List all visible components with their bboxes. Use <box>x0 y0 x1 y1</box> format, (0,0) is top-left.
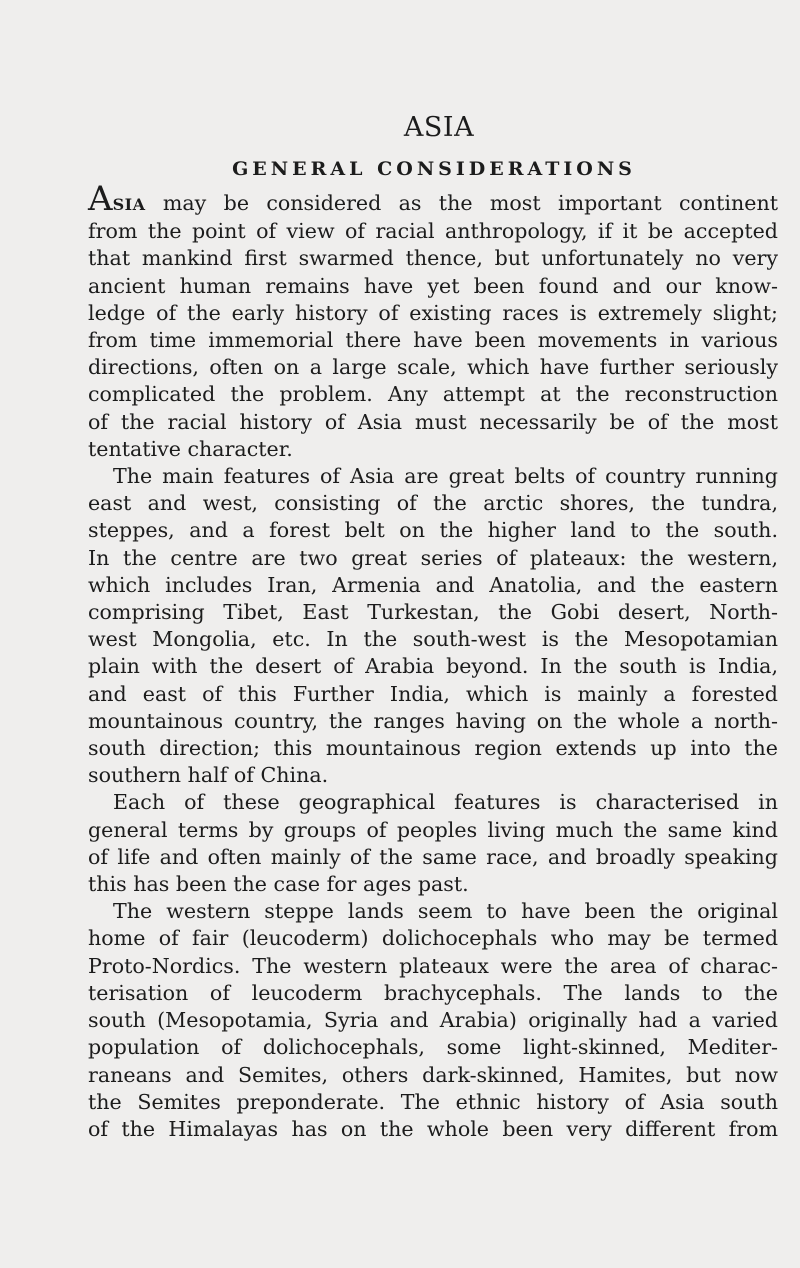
opening-rest: may be considered as the most important continent <box>145 191 778 215</box>
text-line: steppes, and a forest belt on the higher land to the south. <box>88 518 778 543</box>
text-line: raneans and Semites, others dark-skinned, Hamites, but now <box>88 1062 778 1087</box>
text-line: home of fair (leucoderm) dolichocephals who may be termed <box>88 926 778 951</box>
text-line: In the centre are two great series of plateaux: the western, <box>88 545 778 570</box>
text-line: west Mongolia, etc. In the south-west is the Mesopotamian <box>88 627 778 652</box>
text-line: the Semites preponderate. The ethnic history of Asia south <box>88 1089 778 1114</box>
opening-smallcaps: SIA <box>112 195 146 214</box>
text-line: south (Mesopotamia, Syria and Arabia) originally had a varied <box>88 1008 778 1033</box>
text-line: tentative character. <box>88 436 293 461</box>
page-title: ASIA <box>403 112 475 143</box>
text-line: that mankind first swarmed thence, but unfortunately no very <box>88 246 778 271</box>
text-line: this has been the case for ages past. <box>88 872 469 897</box>
text-line: south direction; this mountainous region extends up into the <box>88 736 778 761</box>
text-line: east and west, consisting of the arctic shores, the tundra, <box>88 491 778 516</box>
text-line: mountainous country, the ranges having on the whole a north- <box>88 708 778 733</box>
body-text <box>88 179 778 1143</box>
text-line: terisation of leucoderm brachycephals. The lands to the <box>88 980 778 1005</box>
text-line: The main features of Asia are great belts of country running <box>113 464 778 489</box>
text-line: directions, often on a large scale, which have further seriously <box>88 355 778 380</box>
text-line: plain with the desert of Arabia beyond. In the south is India, <box>88 654 778 679</box>
text-line: comprising Tibet, East Turkestan, the Gobi desert, North- <box>88 600 778 625</box>
text-line: of life and often mainly of the same race, and broadly speaking <box>88 844 778 869</box>
text-line: ledge of the early history of existing races is extremely slight; <box>88 300 778 325</box>
text-line: Proto-Nordics. The western plateaux were the area of charac- <box>88 953 778 978</box>
drop-cap: A <box>88 179 113 219</box>
text-line: of the racial history of Asia must necessarily be of the most <box>88 409 778 434</box>
text-line-opening <box>88 179 778 219</box>
text-line: ancient human remains have yet been found and our know- <box>88 273 778 298</box>
text-line: The western steppe lands seem to have been the original <box>113 899 778 924</box>
text-line: which includes Iran, Armenia and Anatolia, and the eastern <box>88 572 778 597</box>
text-line: population of dolichocephals, some light-skinned, Mediter- <box>88 1035 778 1060</box>
text-line: general terms by groups of peoples living much the same kind <box>88 817 778 842</box>
section-heading: GENERAL CONSIDERATIONS <box>232 158 636 180</box>
text-line: from time immemorial there have been movements in various <box>88 328 778 353</box>
text-line: southern half of China. <box>88 763 329 788</box>
text-line: complicated the problem. Any attempt at the reconstruction <box>88 382 778 407</box>
text-line: and east of this Further India, which is mainly a forested <box>88 681 778 706</box>
text-line: from the point of view of racial anthropology, if it be accepted <box>88 219 778 244</box>
text-line: of the Himalayas has on the whole been very different from <box>88 1116 778 1141</box>
text-line: Each of these geographical features is characterised in <box>113 790 778 815</box>
